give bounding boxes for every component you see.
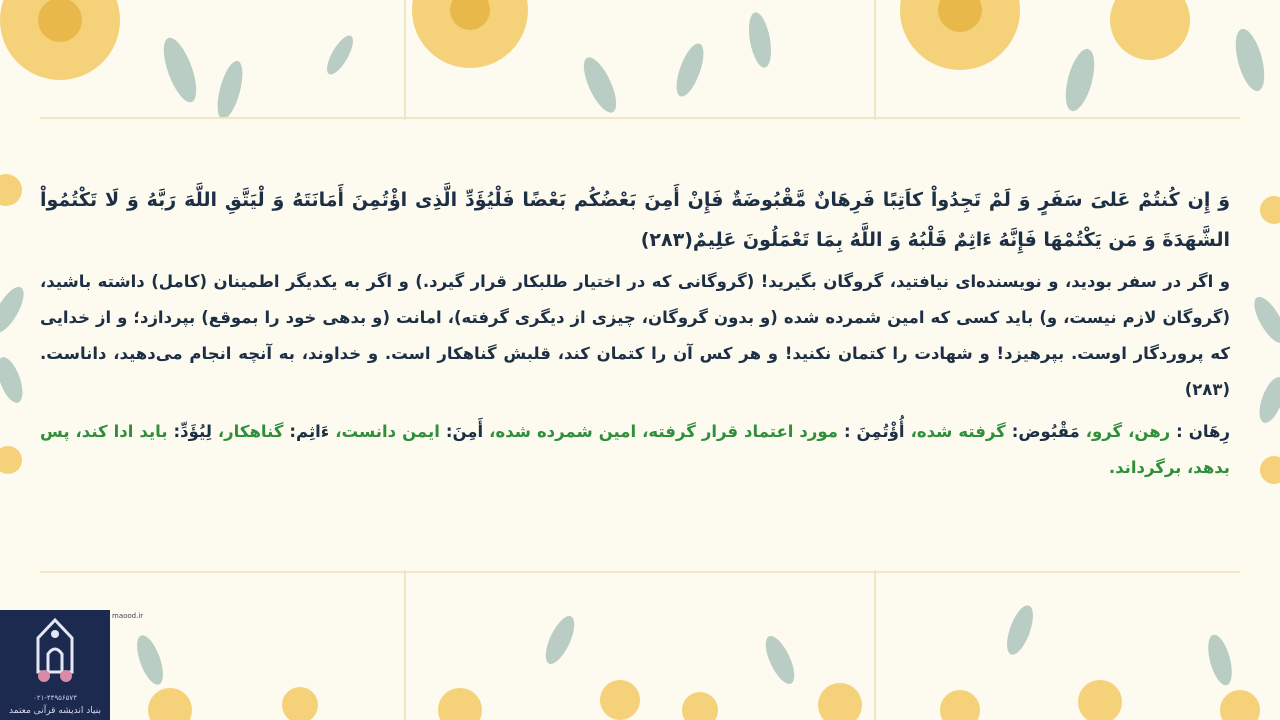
- glossary-term: رِهَان :: [1170, 422, 1230, 441]
- glossary-term: أَمِنَ:: [439, 422, 484, 441]
- logo-site: maood.ir: [112, 612, 144, 620]
- glossary: [40, 414, 1230, 486]
- glossary-definition: رهن، گرو،: [1079, 422, 1171, 441]
- logo-phone: ۰۲۱-۴۴۹۵۶۵۷۳: [33, 694, 77, 702]
- floral-border-top: [0, 0, 1280, 120]
- logo-name: بنیاد اندیشه قرآنی معتمد: [9, 706, 101, 716]
- glossary-definition: گرفته شده،: [904, 422, 1006, 441]
- glossary-term: مَقْبُوض:: [1005, 422, 1080, 441]
- glossary-definition: ایمن دانست،: [329, 422, 440, 441]
- mosque-emblem-icon: [0, 610, 110, 690]
- glossary-term: ءَاثِم:: [283, 422, 330, 441]
- glossary-term: لِيُؤَدِّ:: [167, 422, 212, 441]
- glossary-definition: باید ادا کند، پس بدهد، برگرداند.: [40, 422, 1230, 477]
- floral-border-left: [0, 150, 40, 590]
- glossary-term: أُؤْتُمِنَ :: [837, 422, 905, 441]
- institute-logo: [0, 610, 110, 720]
- quran-verse: وَ إِن كُنتُمْ عَلىَ سَفَرٍ وَ لَمْ تَجِدُواْ كاَتِبًا فَرِهَانٌ مَّقْبُوضَةٌ فَإِنْ أَمِنَ بَعْضُكُم بَعْضًا فَلْيُؤَدِّ الَّذِى اؤْتُمِنَ أَمَانَتَهُ وَ لْيَتَّقِ اللَّهَ رَبَّهُ وَ لَا تَكْتُمُواْ الشَّهَدَةَ وَ مَن يَكْتُمْهَا فَإِنَّهُ ءَاثِمٌ قَلْبُهُ وَ اللَّهُ بِمَا تَعْمَلُونَ عَلِيمٌ(۲۸۳): [40, 189, 1230, 251]
- glossary-definition: گناهکار،: [211, 422, 284, 441]
- slide-content: [40, 180, 1230, 486]
- floral-border-bottom: [0, 570, 1280, 720]
- floral-border-right: [1240, 150, 1280, 590]
- verse-translation: و اگر در سفر بودید، و نویسنده‌ای نیافتید، گروگان بگیرید! (گروگانی که در اختیار طلبکار قرار گیرد.) و اگر به یکدیگر اطمینان (کامل) داشته باشید، (گروگان لازم نیست، و) باید کسی که امین شمرده شده (و بدون گروگان، چیزی از دیگری گرفته)، امانت (و بدهی خود را بموقع) بپردازد؛ و از خدایی که پروردگار اوست. بپرهیزد! و شهادت را کتمان نکنید! و هر کس آن را کتمان کند، قلبش گناهکار است. و خداوند، به آنچه انجام می‌دهید، داناست. (۲۸۳): [40, 272, 1230, 399]
- glossary-definition: مورد اعتماد قرار گرفته، امین شمرده شده،: [483, 422, 838, 441]
